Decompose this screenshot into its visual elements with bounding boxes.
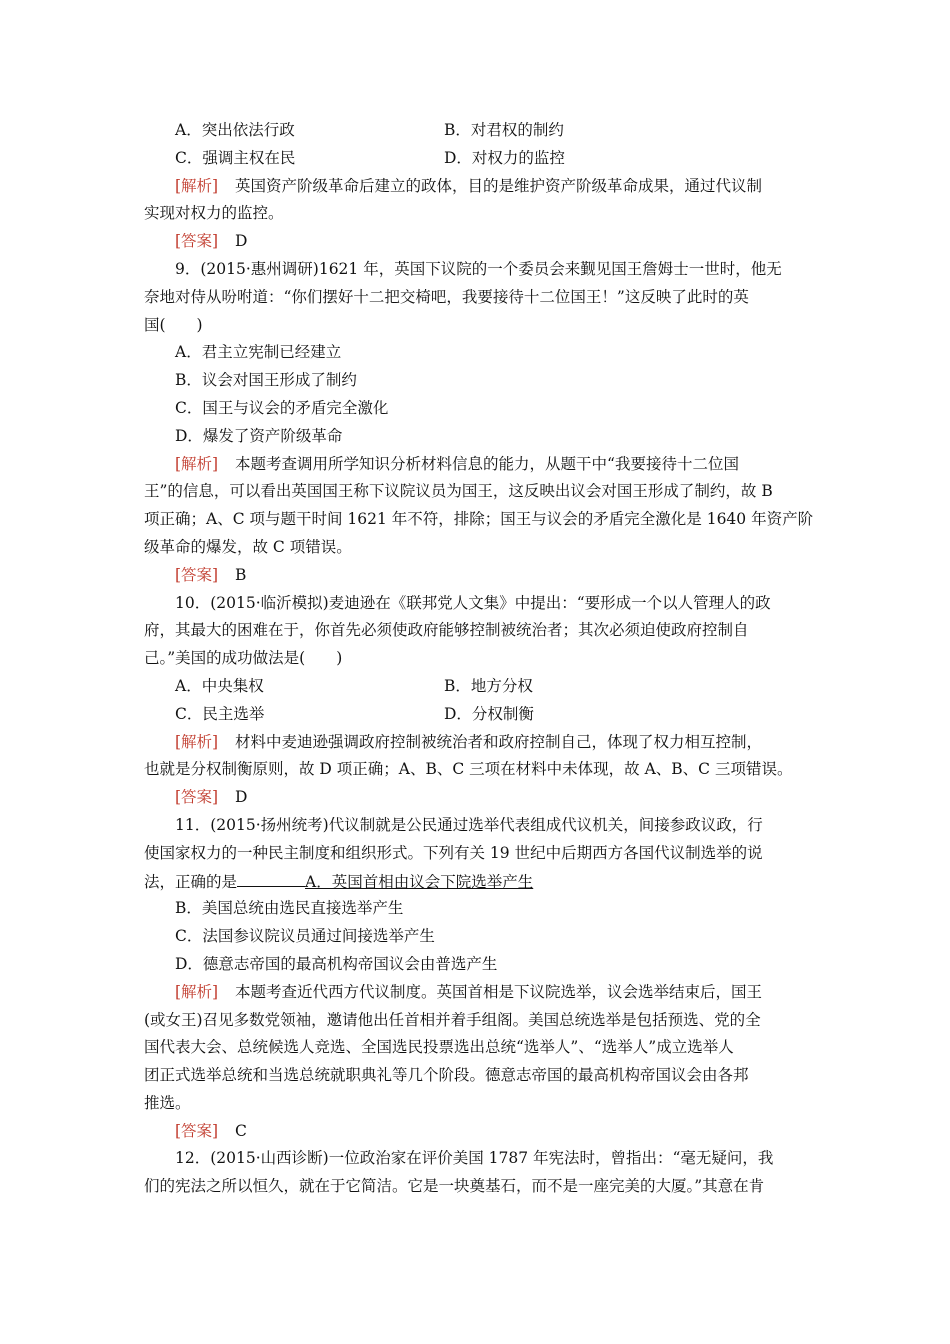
analysis-tag: [解析] xyxy=(175,176,219,195)
q9-option-a: A．君主立宪制已经建立 xyxy=(175,343,342,362)
q10-answer-value: D xyxy=(235,788,248,807)
answer-blank xyxy=(237,868,305,887)
q9-analysis-text-1: 本题考查调用所学知识分析材料信息的能力，从题干中“我要接待十二位国 xyxy=(235,454,739,473)
q10-options-row-2 xyxy=(144,701,808,729)
q11-option-b: B．美国总统由选民直接选举产生 xyxy=(175,899,404,918)
q10-analysis-text-2: 也就是分权制衡原则，故 D 项正确；A、B、C 三项在材料中未体现，故 A、B、C 三项错误。 xyxy=(144,760,793,779)
answer-tag: [答案] xyxy=(175,788,219,807)
analysis-tag: [解析] xyxy=(175,982,219,1001)
q11-answer-value: C xyxy=(235,1121,247,1140)
q11-analysis xyxy=(144,979,808,1007)
q11-stem-3-text: 法，正确的是 xyxy=(144,872,238,891)
q8-options-row-1 xyxy=(144,117,808,145)
q8-analysis-text-2: 实现对权力的监控。 xyxy=(144,204,284,223)
q10-answer xyxy=(144,784,808,812)
q8-options-row-2 xyxy=(144,145,808,173)
q11-answer xyxy=(144,1118,808,1146)
q9-analysis-text-3: 项正确；A、C 项与题干时间 1621 年不符，排除；国王与议会的矛盾完全激化是 1640 年资产阶 xyxy=(144,510,814,529)
q8-option-d: D．对权力的监控 xyxy=(444,148,565,167)
q10-option-d: D．分权制衡 xyxy=(444,704,534,723)
q8-analysis-text-1: 英国资产阶级革命后建立的政体，目的是维护资产阶级革命成果，通过代议制 xyxy=(235,176,763,195)
q11-stem-2: 使国家权力的一种民主制度和组织形式。下列有关 19 世纪中后期西方各国代议制选举的说 xyxy=(144,843,763,862)
analysis-tag: [解析] xyxy=(175,454,219,473)
q9-stem-1: 9．(2015·惠州调研)1621 年，英国下议院的一个委员会来觐见国王詹姆士一世时，他无 xyxy=(175,259,782,278)
q10-analysis xyxy=(144,729,808,757)
analysis-tag: [解析] xyxy=(175,732,219,751)
q11-option-c: C．法国参议院议员通过间接选举产生 xyxy=(175,927,435,946)
q9-stem-2: 奈地对侍从吩咐道：“你们摆好十二把交椅吧，我要接待十二位国王！”这反映了此时的英 xyxy=(144,287,749,306)
q8-analysis xyxy=(144,173,808,201)
q10-stem-2: 府，其最大的困难在于，你首先必须使政府能够控制被统治者；其次必须迫使政府控制自 xyxy=(144,621,749,640)
q11-analysis-text-2: (或女王)召见多数党领袖，邀请他出任首相并着手组阁。美国总统选举是包括预选、党的全 xyxy=(144,1010,761,1029)
q9-answer xyxy=(144,562,808,590)
q9-analysis xyxy=(144,451,808,479)
q10-option-b: B．地方分权 xyxy=(444,676,533,695)
q9-analysis-text-4: 级革命的爆发，故 C 项错误。 xyxy=(144,537,352,556)
q11-option-d: D．德意志帝国的最高机构帝国议会由普选产生 xyxy=(175,954,498,973)
q11-analysis-text-1: 本题考查近代西方代议制度。英国首相是下议院选举，议会选举结束后，国王 xyxy=(235,982,763,1001)
q11-option-a: A．英国首相由议会下院选举产生 xyxy=(305,872,534,891)
document-page xyxy=(144,117,814,1201)
q9-stem-3: 国( ) xyxy=(144,315,203,334)
answer-tag: [答案] xyxy=(175,565,219,584)
q8-option-b: B．对君权的制约 xyxy=(444,121,564,139)
q8-option-a: A．突出依法行政 xyxy=(175,121,295,139)
answer-tag: [答案] xyxy=(175,1121,219,1140)
q11-stem-3 xyxy=(144,868,808,896)
q12-stem-2: 们的宪法之所以恒久，就在于它简洁。它是一块奠基石，而不是一座完美的大厦。”其意在肯 xyxy=(144,1177,765,1196)
q9-option-c: C．国王与议会的矛盾完全激化 xyxy=(175,398,389,417)
q10-stem-1: 10．(2015·临沂模拟)麦迪逊在《联邦党人文集》中提出：“要形成一个以人管理人的政 xyxy=(175,593,771,612)
q10-option-a: A．中央集权 xyxy=(175,676,264,695)
q9-answer-value: B xyxy=(235,565,247,584)
q10-option-c: C．民主选举 xyxy=(175,704,265,723)
q11-analysis-text-5: 推选。 xyxy=(144,1093,191,1112)
q8-answer-value: D xyxy=(235,232,248,251)
q12-stem-1: 12．(2015·山西诊断)一位政治家在评价美国 1787 年宪法时，曾指出：“毫无疑问，我 xyxy=(175,1149,774,1168)
q11-analysis-text-3: 国代表大会、总统候选人竞选、全国选民投票选出总统“选举人”、“选举人”成立选举人 xyxy=(144,1038,734,1057)
q11-stem-1: 11．(2015·扬州统考)代议制就是公民通过选举代表组成代议机关，间接参政议政，行 xyxy=(175,815,763,834)
q10-stem-3: 己。”美国的成功做法是( ) xyxy=(144,649,343,668)
q8-option-c: C．强调主权在民 xyxy=(175,148,296,167)
q11-analysis-text-4: 团正式选举总统和当选总统就职典礼等几个阶段。德意志帝国的最高机构帝国议会由各邦 xyxy=(144,1066,749,1085)
q9-option-b: B．议会对国王形成了制约 xyxy=(175,371,357,390)
q9-option-d: D．爆发了资产阶级革命 xyxy=(175,426,343,445)
answer-tag: [答案] xyxy=(175,232,219,251)
q10-analysis-text-1: 材料中麦迪逊强调政府控制被统治者和政府控制自己，体现了权力相互控制， xyxy=(235,732,763,751)
q9-analysis-text-2: 王”的信息，可以看出英国国王称下议院议员为国王，这反映出议会对国王形成了制约，故 B xyxy=(144,482,773,501)
q10-options-row-1 xyxy=(144,673,808,701)
q8-answer xyxy=(144,228,808,256)
